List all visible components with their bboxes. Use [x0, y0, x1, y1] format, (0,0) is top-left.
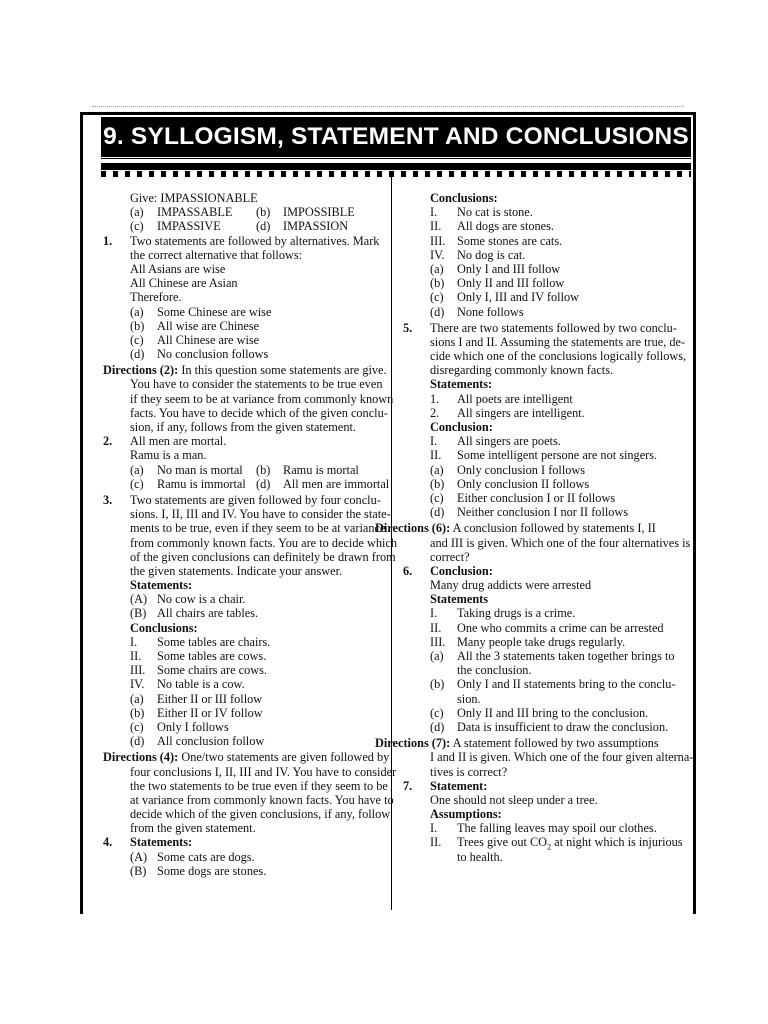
q4-statement: (A) Some cats are dogs.	[130, 849, 255, 864]
q5-option: (a) Only conclusion I follows	[430, 462, 586, 477]
q1-option: (d) No conclusion follows	[130, 347, 269, 362]
q1-option: (b) All wise are Chinese	[130, 318, 260, 333]
directions-6: Directions (6): A conclusion followed by statements I, II	[375, 521, 656, 536]
q3-conclusion: III. Some chairs are cows.	[130, 663, 267, 678]
give-options-row-1: (a) IMPASSABLE (b) IMPOSSIBLE	[130, 205, 355, 220]
q5-statement: 1. All poets are intelligent	[430, 391, 573, 406]
directions-4-line: the two statements to be true even if they seem to be	[130, 778, 388, 793]
give-options-row-2: (c) IMPASSIVE (d) IMPASSION	[130, 219, 349, 234]
question-number: 4.	[103, 835, 113, 850]
title-band	[101, 163, 691, 170]
q3-option: (c) Only I follows	[130, 719, 229, 734]
q3-text: of the given conclusions can definitely be drawn from	[130, 549, 396, 564]
q5-conclusion: II. Some intelligent persone are not singers.	[430, 448, 658, 463]
q6-option-cont: sion.	[457, 691, 481, 706]
q7-statement: One should not sleep under a tree.	[430, 792, 598, 807]
q4-conclusion: III. Some stones are cats.	[430, 233, 563, 248]
q1-line: Therefore.	[130, 290, 182, 305]
q6-option: (a) All the 3 statements taken together brings to	[430, 649, 675, 663]
q5-text: cide which one of the conclusions logically follows,	[430, 349, 687, 364]
q6-option: (b) Only I and II statements bring to the conclu-	[430, 677, 676, 692]
title-dashed-rule	[101, 171, 691, 177]
q3-conclusion: IV. No table is a cow.	[130, 677, 245, 692]
page-top-line	[92, 106, 684, 108]
question-number: 3.	[103, 492, 113, 507]
q1-line: All Chinese are Asian	[130, 276, 238, 291]
q5-option: (d) Neither conclusion I nor II follows	[430, 505, 629, 520]
directions-4-line: four conclusions I, II, III and IV. You have to consider	[130, 764, 397, 779]
q2-options-row-2: (c) Ramu is immortal (d) All men are immortal	[130, 476, 390, 491]
q5-statement: 2. All singers are intelligent.	[430, 405, 585, 420]
directions-4: Directions (4): One/two statements are given followed by	[103, 750, 390, 765]
q5-text: sions I and II. Assuming the statements are true, de-	[430, 334, 686, 349]
question-number: 2.	[103, 434, 113, 449]
q5-statements-heading: Statements:	[430, 377, 493, 392]
give-line: Give: IMPASSIONABLE	[130, 191, 258, 205]
q2-line-2: Ramu is a man.	[130, 448, 207, 463]
q7-assumptions-heading: Assumptions:	[430, 807, 502, 822]
q3-statement: (A) No cow is a chair.	[130, 592, 246, 607]
directions-6-line: correct?	[430, 549, 470, 564]
q5-conclusion-heading: Conclusion:	[430, 420, 493, 434]
q4-conclusion: IV. No dog is cat.	[430, 247, 526, 262]
q4-option: (a) Only I and III follow	[430, 261, 561, 276]
q7-assumption: II. Trees give out $CO_2$ at night which is injurious	[430, 835, 683, 852]
q1-option: (a) Some Chinese are wise	[130, 304, 272, 319]
q1-text-2: the correct alternative that follows:	[130, 247, 303, 262]
directions-7-line: I and II is given. Which one of the four given alterna-	[430, 750, 694, 765]
q7-statement-heading: 7. Statement:	[403, 778, 488, 793]
directions-7: Directions (7): A statement followed by two assumptions	[375, 736, 659, 751]
q7-assumption-cont: to health.	[457, 849, 503, 864]
q4-statements-heading: 4. Statements:	[103, 835, 193, 850]
directions-4-line: at variance from commonly known facts. You have to	[130, 792, 394, 807]
q1-text-1: 1. Two statements are followed by alternatives. Mark	[103, 233, 380, 248]
q3-text: sions. I, II, III and IV. You have to consider the state-	[130, 507, 391, 522]
q4-statement: (B) Some dogs are stones.	[130, 863, 267, 878]
q3-conclusion: II. Some tables are cows.	[130, 649, 267, 663]
q4-option: (b) Only II and III follow	[430, 276, 565, 291]
question-number: 7.	[403, 778, 413, 793]
question-number: 6.	[403, 563, 413, 578]
q3-statements-heading: Statements:	[130, 578, 193, 593]
q3-option: (a) Either II or III follow	[130, 691, 263, 706]
q6-statement: III. Many people take drugs regularly.	[430, 634, 626, 649]
q5-text-1: 5. There are two statements followed by two conclu-	[403, 320, 677, 335]
q6-option-cont: the conclusion.	[457, 663, 532, 678]
q6-statements-heading: Statements	[430, 592, 489, 607]
chapter-title: 9. SYLLOGISM, STATEMENT AND CONCLUSIONS	[101, 117, 691, 157]
right-column	[375, 191, 694, 864]
directions-2-line: sion, if any, follows from the given statement.	[130, 420, 356, 434]
q4-conclusion: II. All dogs are stones.	[430, 219, 554, 234]
q6-conclusion: Many drug addicts were arrested	[430, 578, 592, 593]
directions-6-line: and III is given. Which one of the four alternatives is	[430, 535, 691, 550]
q5-option: (c) Either conclusion I or II follows	[430, 490, 616, 505]
q4-option: (d) None follows	[430, 304, 524, 319]
q3-text: from commonly known facts. You are to decide which	[130, 535, 398, 550]
q1-option: (c) All Chinese are wise	[130, 332, 260, 347]
q2-line-1: 2. All men are mortal.	[103, 434, 227, 449]
q7-assumption: I. The falling leaves may spoil our clothes.	[430, 821, 657, 836]
q4-conclusion: I. No cat is stone.	[430, 205, 533, 220]
directions-2: Directions (2): In this question some statements are give.	[103, 363, 387, 378]
q4-option: (c) Only I, III and IV follow	[430, 290, 580, 305]
q6-statement: I. Taking drugs is a crime.	[430, 606, 576, 621]
question-number: 5.	[403, 320, 413, 335]
directions-4-line: from the given statement.	[130, 821, 256, 836]
q6-option: (c) Only II and III bring to the conclusion.	[430, 705, 649, 720]
q3-option: (b) Either II or IV follow	[130, 705, 263, 720]
q5-conclusion: I. All singers are poets.	[430, 434, 561, 449]
q3-statement: (B) All chairs are tables.	[130, 606, 259, 621]
q5-option: (b) Only conclusion II follows	[430, 476, 590, 491]
q4-conclusions-heading: Conclusions:	[430, 191, 498, 205]
q3-text-1: 3. Two statements are given followed by four conclu-	[103, 492, 381, 507]
q6-conclusion-heading: 6. Conclusion:	[403, 563, 493, 578]
q1-line: All Asians are wise	[130, 261, 226, 276]
q3-option: (d) All conclusion follow	[130, 734, 265, 749]
q2-options-row-1: (a) No man is mortal (b) Ramu is mortal	[130, 462, 359, 477]
question-number: 1.	[103, 233, 113, 248]
q3-conclusion: I. Some tables are chairs.	[130, 634, 271, 649]
q3-text: the given statements. Indicate your answer.	[130, 563, 343, 578]
q3-conclusions-heading: Conclusions:	[130, 620, 198, 635]
directions-2-line: if they seem to be at variance from commonly known	[130, 391, 394, 406]
q3-text: ments to be true, even if they seem to be at variance	[130, 521, 386, 536]
directions-2-line: You have to consider the statements to be true even	[130, 377, 383, 392]
q6-option: (d) Data is insufficient to draw the conclusion.	[430, 719, 669, 734]
q6-statement: II. One who commits a crime can be arrested	[430, 620, 664, 635]
directions-7-line: tives is correct?	[430, 764, 508, 779]
q5-text: disregarding commonly known facts.	[430, 363, 614, 378]
directions-4-line: decide which of the given conclusions, if any, follow	[130, 807, 391, 822]
directions-2-line: facts. You have to decide which of the given conclu-	[130, 405, 388, 420]
left-column	[103, 191, 398, 878]
